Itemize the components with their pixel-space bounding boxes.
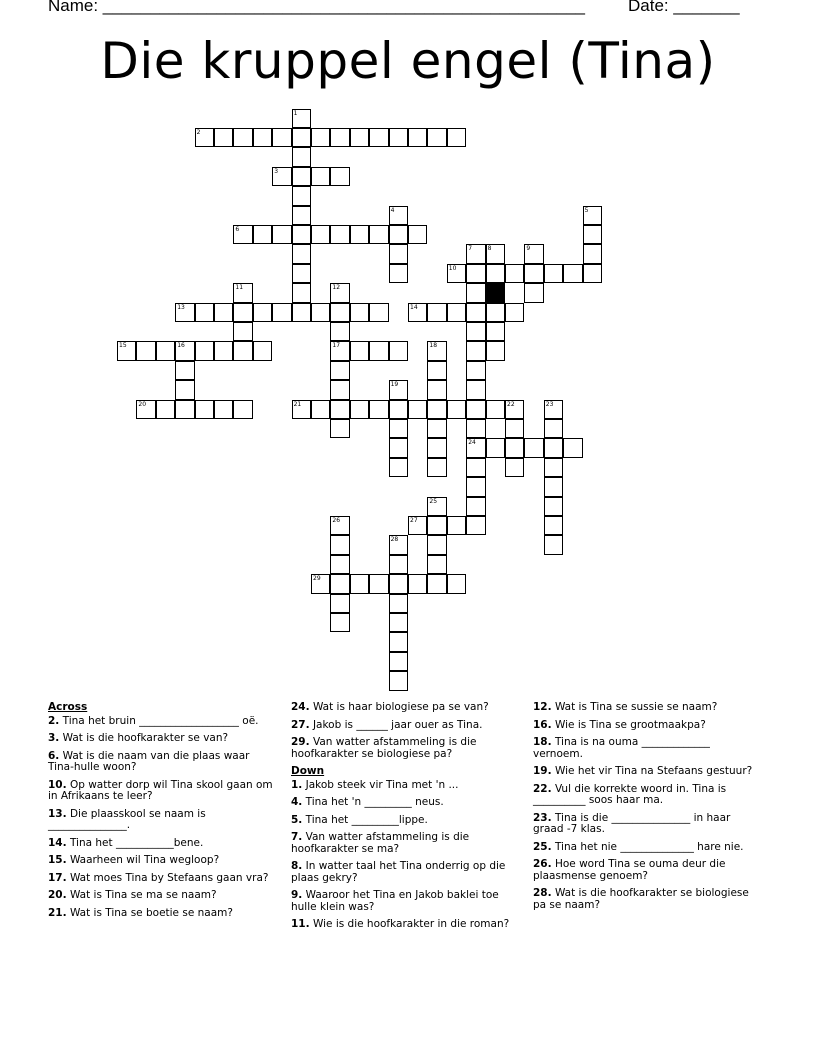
crossword-cell[interactable] [117, 341, 136, 360]
crossword-cell[interactable] [389, 555, 408, 574]
crossword-cell[interactable] [136, 341, 155, 360]
crossword-cell[interactable] [563, 264, 582, 283]
crossword-black-cell [486, 283, 505, 302]
clue-text: Wat moes Tina by Stefaans gaan vra? [66, 871, 269, 884]
crossword-cell[interactable] [427, 497, 446, 516]
clue-text: Hoe word Tina se ouma deur die plaasmense genoem? [533, 858, 726, 882]
crossword-cell[interactable] [505, 419, 524, 438]
crossword-cell[interactable] [311, 128, 330, 147]
crossword-cell[interactable] [524, 438, 543, 457]
cell-number: 18 [429, 342, 438, 350]
crossword-cell[interactable] [350, 225, 369, 244]
crossword-cell[interactable] [369, 341, 388, 360]
crossword-cell[interactable] [175, 303, 194, 322]
cell-number: 16 [177, 342, 185, 350]
crossword-cell[interactable] [447, 264, 466, 283]
crossword-cell[interactable] [427, 400, 446, 419]
crossword-cell[interactable] [447, 516, 466, 535]
crossword-cell[interactable] [272, 128, 291, 147]
clue-number: 25. [533, 840, 552, 853]
clue-number: 5. [291, 813, 303, 826]
crossword-cell[interactable] [505, 438, 524, 457]
clue-item [291, 890, 521, 913]
crossword-cell[interactable] [311, 303, 330, 322]
crossword-cell[interactable] [427, 438, 446, 457]
crossword-cell[interactable] [427, 555, 446, 574]
cell-number: 11 [235, 284, 244, 292]
crossword-cell[interactable] [389, 128, 408, 147]
cell-number: 3 [274, 167, 279, 175]
clue-item [533, 813, 758, 836]
crossword-cell[interactable] [524, 244, 543, 263]
crossword-cell[interactable] [389, 458, 408, 477]
crossword-cell[interactable] [466, 264, 485, 283]
crossword-cell[interactable] [369, 225, 388, 244]
crossword-cell[interactable] [389, 206, 408, 225]
cell-number: 25 [429, 497, 438, 505]
clue-text: Tina het nie ______________ hare nie. [551, 840, 744, 853]
crossword-cell[interactable] [544, 497, 563, 516]
crossword-cell[interactable] [292, 303, 311, 322]
clue-text: Tina het bruin ___________________ oë. [59, 714, 259, 727]
clue-item [291, 919, 521, 931]
clues-column-3 [533, 702, 758, 917]
crossword-cell[interactable] [369, 400, 388, 419]
crossword-cell[interactable] [350, 574, 369, 593]
crossword-cell[interactable] [214, 341, 233, 360]
crossword-cell[interactable] [350, 341, 369, 360]
clue-text: Van watter afstammeling is die hoofkarakter se biologiese pa? [291, 736, 477, 760]
crossword-cell[interactable] [466, 419, 485, 438]
crossword-cell[interactable] [524, 264, 543, 283]
clue-number: 15. [48, 854, 67, 866]
name-field-label: Name: ___________________________________________________ [48, 0, 585, 15]
clue-item [48, 855, 273, 867]
crossword-cell[interactable] [175, 361, 194, 380]
crossword-cell[interactable] [175, 400, 194, 419]
cell-number: 29 [313, 575, 321, 583]
clue-item [533, 720, 758, 732]
crossword-cell[interactable] [330, 516, 349, 535]
clue-text: Wat is Tina se ma se naam? [66, 889, 217, 901]
crossword-cell[interactable] [389, 613, 408, 632]
crossword-cell[interactable] [447, 303, 466, 322]
clue-text: Tina is die _______________ in haar graad -7 klas. [533, 811, 731, 835]
clue-text: Wat is haar biologiese pa se van? [309, 701, 489, 713]
crossword-cell[interactable] [156, 400, 175, 419]
crossword-cell[interactable] [427, 380, 446, 399]
crossword-cell[interactable] [466, 283, 485, 302]
clue-text: Wat is die hoofkarakter se van? [59, 732, 229, 744]
cell-number: 28 [390, 536, 399, 544]
crossword-cell[interactable] [466, 477, 485, 496]
clue-number: 2. [48, 714, 60, 727]
crossword-cell[interactable] [369, 574, 388, 593]
cell-number: 26 [332, 517, 341, 524]
crossword-cell[interactable] [447, 400, 466, 419]
clue-text: Jakob steek vir Tina met 'n ... [302, 778, 459, 791]
crossword-cell[interactable] [389, 574, 408, 593]
clue-text: Tina het 'n _________ neus. [302, 796, 444, 808]
crossword-cell[interactable] [311, 400, 330, 419]
crossword-cell[interactable] [427, 516, 446, 535]
crossword-cell[interactable] [195, 303, 214, 322]
crossword-cell[interactable] [253, 341, 272, 360]
crossword-cell[interactable] [330, 128, 349, 147]
crossword-cell[interactable] [466, 322, 485, 341]
crossword-cell[interactable] [311, 167, 330, 186]
crossword-cell[interactable] [311, 574, 330, 593]
clue-number: 6. [48, 749, 60, 762]
crossword-cell[interactable] [253, 303, 272, 322]
crossword-cell[interactable] [369, 303, 388, 322]
crossword-cell[interactable] [505, 264, 524, 283]
crossword-cell[interactable] [311, 225, 330, 244]
crossword-cell[interactable] [466, 303, 485, 322]
clue-item [533, 766, 758, 778]
crossword-cell[interactable] [544, 438, 563, 457]
clue-number: 11. [291, 918, 310, 930]
cell-number: 10 [448, 264, 457, 272]
crossword-cell[interactable] [214, 303, 233, 322]
clue-text: Tina het ___________bene. [66, 836, 204, 849]
crossword-cell[interactable] [408, 400, 427, 419]
crossword-cell[interactable] [389, 264, 408, 283]
crossword-cell[interactable] [292, 400, 311, 419]
crossword-cell[interactable] [466, 516, 485, 535]
clues-column-1 [48, 702, 273, 925]
crossword-cell[interactable] [253, 128, 272, 147]
crossword-cell[interactable] [330, 303, 349, 322]
crossword-cell[interactable] [486, 322, 505, 341]
crossword-cell[interactable] [466, 341, 485, 360]
crossword-cell[interactable] [486, 438, 505, 457]
crossword-cell[interactable] [233, 400, 252, 419]
crossword-cell[interactable] [233, 128, 252, 147]
clue-item [291, 702, 521, 714]
clue-item [48, 733, 273, 745]
crossword-cell[interactable] [389, 341, 408, 360]
cell-number: 14 [410, 303, 418, 311]
cell-number: 15 [119, 342, 127, 350]
crossword-cell[interactable] [350, 303, 369, 322]
clue-number: 22. [533, 782, 552, 795]
clue-text: Wie het vir Tina na Stefaans gestuur? [551, 765, 753, 777]
crossword-cell[interactable] [272, 167, 291, 186]
crossword-cell[interactable] [330, 225, 349, 244]
clue-item [48, 838, 273, 850]
crossword-cell[interactable] [544, 477, 563, 496]
clue-item [533, 842, 758, 854]
crossword-cell[interactable] [292, 264, 311, 283]
crossword-cell[interactable] [233, 225, 252, 244]
cell-number: 4 [390, 206, 395, 214]
clue-text: Wat is Tina se sussie se naam? [551, 701, 718, 713]
cell-number: 17 [332, 342, 341, 350]
crossword-cell[interactable] [505, 400, 524, 419]
crossword-cell[interactable] [195, 128, 214, 147]
clue-number: 14. [48, 836, 67, 849]
crossword-cell[interactable] [389, 244, 408, 263]
clue-item [48, 780, 273, 803]
clue-text: Die plaasskool se naam is _______________. [48, 807, 206, 831]
clue-text: Wat is die hoofkarakter se biologiese pa se naam? [533, 887, 749, 911]
crossword-cell[interactable] [233, 322, 252, 341]
crossword-cell[interactable] [427, 341, 446, 360]
clue-item [533, 737, 758, 760]
crossword-cell[interactable] [427, 535, 446, 554]
crossword-cell[interactable] [544, 516, 563, 535]
crossword-cell[interactable] [330, 283, 349, 302]
crossword-cell[interactable] [505, 303, 524, 322]
crossword-cell[interactable] [292, 109, 311, 128]
clue-item [291, 780, 521, 792]
clue-number: 28. [533, 887, 552, 899]
clue-item [48, 890, 273, 902]
crossword-cell[interactable] [292, 128, 311, 147]
crossword-cell[interactable] [583, 225, 602, 244]
crossword-cell[interactable] [563, 438, 582, 457]
crossword-cell[interactable] [486, 303, 505, 322]
clue-text: Waaroor het Tina en Jakob baklei toe hulle klein was? [291, 889, 499, 913]
clue-text: Tina het _________lippe. [302, 813, 428, 826]
crossword-cell[interactable] [330, 613, 349, 632]
crossword-cell[interactable] [583, 264, 602, 283]
crossword-cell[interactable] [583, 244, 602, 263]
cell-number: 20 [138, 400, 147, 408]
clue-item [48, 873, 273, 885]
clues-column-2 [291, 702, 521, 937]
crossword-cell[interactable] [427, 303, 446, 322]
clue-number: 10. [48, 778, 67, 791]
crossword-cell[interactable] [427, 128, 446, 147]
crossword-cell[interactable] [486, 400, 505, 419]
crossword-cell[interactable] [505, 458, 524, 477]
cell-number: 8 [487, 245, 492, 253]
cell-number: 19 [390, 381, 399, 389]
clue-item [48, 908, 273, 920]
crossword-cell[interactable] [330, 341, 349, 360]
crossword-cell[interactable] [427, 574, 446, 593]
clue-number: 23. [533, 811, 552, 824]
clue-item [291, 720, 521, 732]
clue-text: Op watter dorp wil Tina skool gaan om in Afrikaans te leer? [48, 778, 273, 802]
crossword-cell[interactable] [389, 535, 408, 554]
clue-item [48, 809, 273, 832]
crossword-cell[interactable] [486, 244, 505, 263]
crossword-cell[interactable] [583, 206, 602, 225]
crossword-cell[interactable] [544, 458, 563, 477]
crossword-cell[interactable] [389, 652, 408, 671]
cell-number: 5 [584, 206, 589, 214]
clue-number: 9. [291, 889, 303, 901]
crossword-cell[interactable] [447, 574, 466, 593]
crossword-cell[interactable] [292, 244, 311, 263]
cell-number: 22 [507, 400, 515, 408]
crossword-cell[interactable] [486, 341, 505, 360]
crossword-cell[interactable] [214, 400, 233, 419]
clue-item [48, 751, 273, 774]
crossword-cell[interactable] [330, 361, 349, 380]
crossword-cell[interactable] [389, 380, 408, 399]
clue-text: In watter taal het Tina onderrig op die plaas gekry? [291, 860, 506, 884]
clue-text: Vul die korrekte woord in. Tina is __________ soos haar ma. [533, 782, 727, 806]
clue-item [48, 716, 273, 728]
clue-text: Waarheen wil Tina wegloop? [66, 854, 220, 866]
crossword-cell[interactable] [389, 438, 408, 457]
clue-item [291, 832, 521, 855]
crossword-cell[interactable] [544, 264, 563, 283]
crossword-cell[interactable] [214, 128, 233, 147]
crossword-cell[interactable] [195, 341, 214, 360]
clue-number: 27. [291, 718, 310, 731]
crossword-cell[interactable] [156, 341, 175, 360]
crossword-cell[interactable] [233, 283, 252, 302]
crossword-cell[interactable] [486, 264, 505, 283]
clue-text: Tina is na ouma _____________ vernoem. [533, 736, 710, 760]
crossword-cell[interactable] [544, 400, 563, 419]
cell-number: 9 [526, 245, 531, 253]
date-field-label: Date: _______ [628, 0, 740, 15]
cell-number: 24 [468, 439, 476, 447]
crossword-cell[interactable] [233, 341, 252, 360]
crossword-cell[interactable] [408, 225, 427, 244]
crossword-cell[interactable] [330, 419, 349, 438]
clue-number: 29. [291, 736, 310, 748]
crossword-cell[interactable] [350, 400, 369, 419]
crossword-cell[interactable] [389, 632, 408, 651]
crossword-cell[interactable] [427, 361, 446, 380]
cell-number: 27 [410, 517, 418, 524]
crossword-cell[interactable] [447, 128, 466, 147]
crossword-cell[interactable] [330, 322, 349, 341]
clue-text: Wie is die hoofkarakter in die roman? [309, 918, 510, 930]
page-title: Die kruppel engel (Tina) [100, 32, 716, 90]
crossword-cell[interactable] [389, 671, 408, 690]
clue-number: 12. [533, 701, 552, 713]
crossword-cell[interactable] [466, 400, 485, 419]
crossword-cell[interactable] [292, 167, 311, 186]
clue-item [291, 815, 521, 827]
crossword-cell[interactable] [389, 594, 408, 613]
cell-number: 23 [545, 400, 554, 408]
crossword-cell[interactable] [330, 380, 349, 399]
crossword-cell[interactable] [466, 458, 485, 477]
crossword-cell[interactable] [292, 147, 311, 166]
cell-number: 6 [235, 226, 240, 233]
crossword-cell[interactable] [408, 574, 427, 593]
crossword-cell[interactable] [292, 206, 311, 225]
crossword-cell[interactable] [466, 361, 485, 380]
crossword-cell[interactable] [466, 497, 485, 516]
clue-number: 26. [533, 858, 552, 870]
clue-item [291, 861, 521, 884]
crossword-cell[interactable] [292, 186, 311, 205]
clue-number: 7. [291, 831, 303, 843]
cell-number: 21 [293, 400, 302, 408]
clue-number: 20. [48, 889, 67, 901]
clue-number: 24. [291, 701, 310, 713]
crossword-cell[interactable] [272, 225, 291, 244]
down-heading: Down [291, 765, 325, 777]
clue-number: 18. [533, 736, 552, 748]
clue-text: Wat is die naam van die plaas waar Tina-hulle woon? [48, 749, 250, 773]
crossword-cell[interactable] [195, 400, 214, 419]
cell-number: 2 [196, 129, 201, 136]
crossword-cell[interactable] [175, 380, 194, 399]
crossword-cell[interactable] [292, 283, 311, 302]
crossword-cell[interactable] [524, 283, 543, 302]
crossword-cell[interactable] [466, 380, 485, 399]
crossword-cell[interactable] [350, 128, 369, 147]
clue-number: 16. [533, 718, 552, 731]
crossword-cell[interactable] [330, 555, 349, 574]
crossword-cell[interactable] [389, 419, 408, 438]
clue-number: 17. [48, 871, 67, 884]
crossword-cell[interactable] [466, 438, 485, 457]
clue-item [291, 797, 521, 809]
clue-item [533, 702, 758, 714]
clue-number: 13. [48, 807, 67, 820]
crossword-cell[interactable] [253, 225, 272, 244]
clue-item [533, 888, 758, 911]
cell-number: 12 [332, 284, 341, 292]
crossword-cell[interactable] [466, 244, 485, 263]
crossword-cell[interactable] [408, 516, 427, 535]
clue-number: 19. [533, 765, 552, 777]
crossword-cell[interactable] [330, 594, 349, 613]
clue-text: Wie is Tina se grootmaakpa? [551, 718, 706, 731]
clue-number: 4. [291, 796, 303, 808]
crossword-cell[interactable] [136, 400, 155, 419]
crossword-cell[interactable] [330, 167, 349, 186]
clue-item [533, 859, 758, 882]
cell-number: 7 [468, 245, 473, 253]
crossword-cell[interactable] [272, 303, 291, 322]
crossword-cell[interactable] [330, 535, 349, 554]
cell-number: 13 [177, 303, 185, 311]
crossword-cell[interactable] [544, 535, 563, 554]
clue-item [533, 784, 758, 807]
clue-number: 3. [48, 732, 60, 744]
crossword-cell[interactable] [427, 458, 446, 477]
clue-text: Jakob is ______ jaar ouer as Tina. [309, 718, 483, 731]
crossword-cell[interactable] [389, 225, 408, 244]
crossword-cell[interactable] [330, 400, 349, 419]
clue-number: 8. [291, 860, 303, 872]
crossword-cell[interactable] [233, 303, 252, 322]
crossword-cell[interactable] [369, 128, 388, 147]
crossword-cell[interactable] [427, 419, 446, 438]
crossword-cell[interactable] [408, 303, 427, 322]
clue-number: 1. [291, 778, 303, 791]
cell-number: 1 [293, 109, 298, 117]
clue-item [291, 737, 521, 760]
crossword-cell[interactable] [544, 419, 563, 438]
clue-number: 21. [48, 906, 67, 919]
clue-text: Wat is Tina se boetie se naam? [66, 906, 233, 919]
crossword-cell[interactable] [292, 225, 311, 244]
crossword-cell[interactable] [389, 400, 408, 419]
crossword-cell[interactable] [330, 574, 349, 593]
clue-text: Van watter afstammeling is die hoofkarakter se ma? [291, 831, 470, 855]
crossword-cell[interactable] [175, 341, 194, 360]
crossword-cell[interactable] [408, 128, 427, 147]
across-heading: Across [48, 701, 88, 713]
